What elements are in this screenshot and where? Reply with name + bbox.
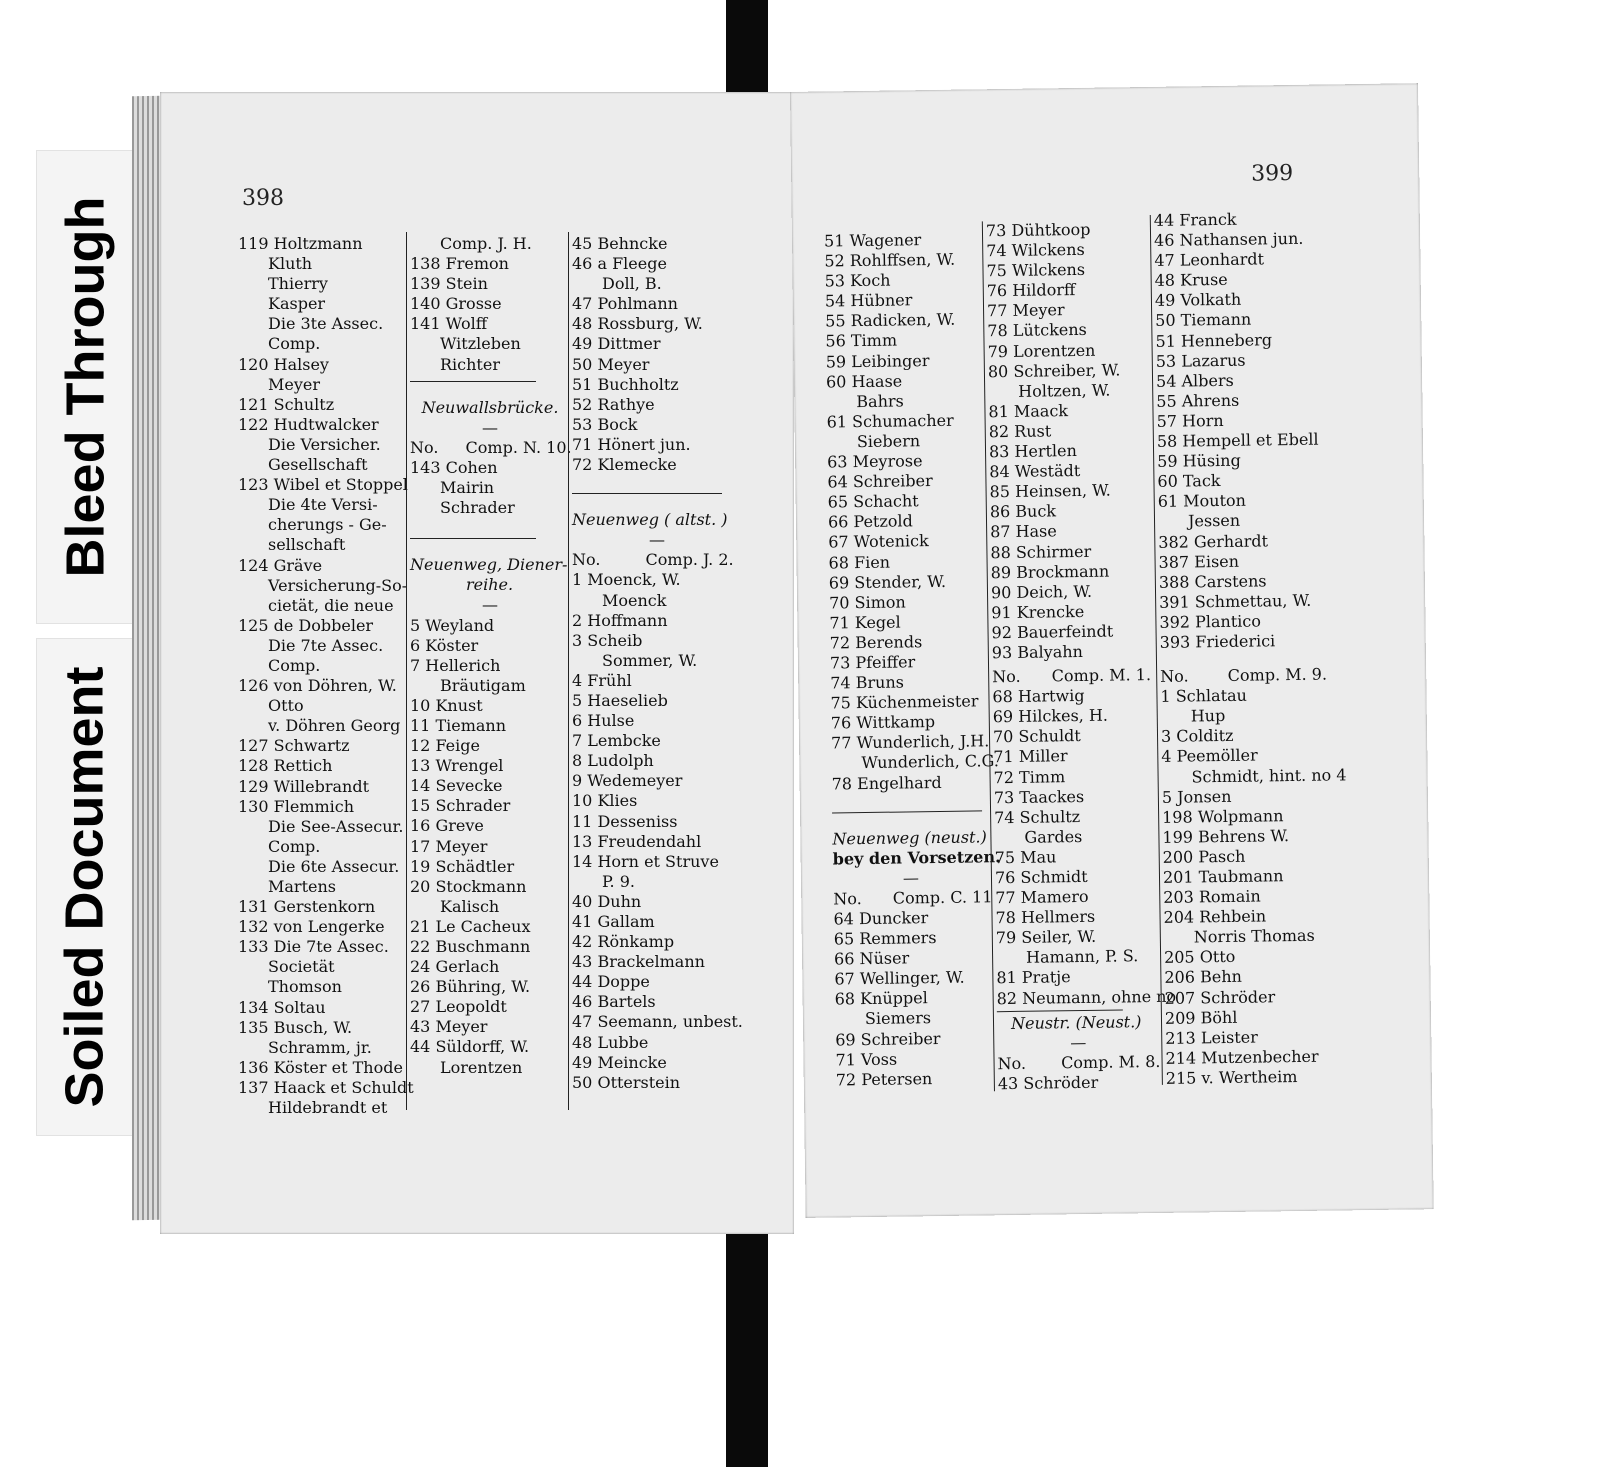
entry-row: Kalisch [440, 896, 500, 916]
entry-row: 143 Cohen [410, 457, 498, 477]
entry-row: Otto [268, 696, 304, 716]
entry-row: 139 Stein [410, 274, 488, 294]
entry-row: 14 Sevecke [410, 776, 503, 796]
entry-row: 47 Seemann, unbest. [572, 1012, 743, 1032]
entry-row: Hamann, P. S. [1025, 946, 1139, 968]
entry-row: 49 Dittmer [572, 334, 661, 354]
entry-row: Die See-Assecur. [268, 816, 404, 836]
entry-row: 140 Grosse [410, 294, 502, 314]
entry-row: 44 Süldorff, W. [410, 1037, 530, 1057]
entry-row: 73 Pfeiffer [829, 652, 916, 673]
entry-row: 55 Ahrens [1156, 390, 1240, 411]
bleed-through-text: Bleed Through [55, 196, 116, 578]
entry-row: P. 9. [602, 871, 635, 891]
entry-row: 43 Brackelmann [572, 952, 705, 972]
entry-row: 68 Knüppel [834, 988, 928, 1009]
entry-row: 387 Eisen [1158, 551, 1240, 572]
entry-row: 120 Halsey [238, 354, 329, 374]
entry-row: 40 Duhn [572, 891, 642, 911]
entry-row: 67 Wellinger, W. [834, 967, 965, 989]
entry-row: 84 Westädt [989, 461, 1081, 482]
entry-row: Versicherung-So- [268, 575, 408, 595]
entry-row: Gardes [1024, 826, 1083, 847]
entry-row: 49 Meincke [572, 1052, 667, 1072]
entry-row: Moenck [602, 590, 667, 610]
column-divider [568, 232, 569, 1110]
entry-row: 63 Meyrose [827, 451, 923, 472]
column-divider [406, 232, 407, 1110]
entry-row: 205 Otto [1163, 947, 1236, 968]
section-subheading: bey den Vorsetzen. [832, 846, 1001, 869]
entry-row: Bahrs [856, 391, 904, 411]
entry-row: 53 Bock [572, 414, 638, 434]
entry-row: Die 4te Versi- [268, 495, 378, 515]
entry-row: 76 Wittkamp [830, 712, 936, 733]
entry-row: 204 Rehbein [1163, 906, 1267, 928]
entry-row: v. Döhren Georg [268, 716, 401, 736]
entry-row: 68 Fien [828, 552, 891, 573]
entry-row: 133 Die 7te Assec. [238, 937, 389, 957]
entry-row: 388 Carstens [1158, 571, 1267, 592]
no-label: No. [572, 550, 601, 570]
entry-row: 24 Gerlach [410, 957, 500, 977]
entry-row: Comp. [268, 655, 321, 675]
entry-row: 9 Wedemeyer [572, 771, 683, 791]
entry-row: 68 Hartwig [992, 686, 1085, 707]
entry-row: Wunderlich, C.G. [861, 751, 999, 773]
entry-row: 66 Nüser [833, 948, 910, 969]
entry-row: 47 Leonhardt [1154, 249, 1265, 271]
entry-row: 76 Schmidt [994, 866, 1088, 888]
entry-row: Thomson [268, 977, 342, 997]
right-column-3 [1154, 208, 1346, 1088]
no-label: No. [833, 888, 862, 909]
entry-row: 12 Feige [410, 736, 480, 756]
entry-row: 121 Schultz [238, 394, 335, 414]
number-company-row [997, 1052, 1159, 1074]
entry-row: 11 Tiemann [410, 715, 507, 735]
entry-row: Die 7te Assec. [268, 635, 384, 655]
entry-row: 77 Meyer [986, 300, 1065, 321]
entry-row: 91 Krencke [991, 601, 1085, 623]
entry-row: 3 Colditz [1160, 726, 1234, 747]
entry-row: 72 Timm [993, 766, 1066, 787]
entry-row: 53 Koch [824, 270, 891, 291]
entry-row: 382 Gerhardt [1158, 530, 1269, 552]
entry-row: 72 Klemecke [572, 455, 677, 475]
no-label: No. [410, 437, 439, 457]
page-number: 399 [1251, 160, 1294, 187]
entry-row: 78 Lütckens [987, 320, 1087, 341]
entry-row: 59 Hüsing [1157, 450, 1241, 472]
entry-row: 127 Schwartz [238, 736, 350, 756]
entry-row: 5 Weyland [410, 615, 495, 635]
entry-row: 69 Hilckes, H. [992, 705, 1109, 727]
entry-row: 71 Hönert jun. [572, 434, 691, 454]
entry-row: sellschaft [268, 535, 346, 555]
company-label: Comp. C. 11 [892, 887, 993, 908]
entry-row: 61 Schumacher [826, 410, 954, 432]
entry-row: 5 Haeselieb [572, 690, 668, 710]
entry-row: 392 Plantico [1159, 611, 1262, 632]
entry-row: 82 Rust [988, 421, 1052, 442]
company-label: Comp. J. 2. [645, 550, 734, 570]
entry-row: 6 Köster [410, 635, 479, 655]
entry-row: 55 Radicken, W. [825, 310, 956, 331]
entry-row: Richter [440, 354, 500, 374]
left-column-3 [572, 234, 742, 1093]
entry-row: 87 Hase [990, 521, 1057, 542]
right-page [790, 83, 1434, 1218]
entry-row: 67 Wotenick [828, 531, 929, 552]
entry-row: 1 Moenck, W. [572, 570, 681, 590]
entry-row: 61 Mouton [1157, 490, 1247, 512]
page-edges [132, 96, 162, 1221]
company-label: Comp. M. 1. [1051, 665, 1152, 686]
entry-row: 19 Schädtler [410, 856, 515, 876]
entry-row: 71 Kegel [829, 612, 901, 633]
entry-row: 75 Küchenmeister [830, 691, 979, 713]
entry-row: 89 Brockmann [990, 561, 1110, 582]
entry-row: 74 Bruns [830, 672, 905, 693]
entry-row: 41 Gallam [572, 912, 655, 931]
entry-row: 44 Franck [1153, 209, 1237, 230]
entry-row: 90 Deich, W. [990, 581, 1093, 602]
section-heading: Neuwallsbrücke. [421, 397, 559, 417]
entry-row: 26 Bühring, W. [410, 977, 531, 997]
left-column-1 [238, 234, 414, 1118]
entry-row: 20 Stockmann [410, 876, 527, 896]
left-page [160, 92, 794, 1234]
entry-row: 65 Remmers [833, 928, 937, 949]
entry-row: 48 Rossburg, W. [572, 314, 703, 334]
entry-row: 77 Mamero [995, 887, 1089, 908]
entry-row: 46 a Fleege [572, 254, 667, 274]
entry-row: 49 Volkath [1154, 290, 1242, 311]
entry-row: 10 Klies [572, 791, 638, 811]
entry-row: 11 Desseniss [572, 811, 678, 831]
dash: — [482, 417, 498, 437]
entry-row: 70 Schuldt [992, 726, 1081, 747]
entry-row: 7 Hellerich [410, 655, 501, 675]
entry-row: 42 Rönkamp [572, 932, 675, 952]
number-company-row [833, 887, 993, 909]
entry-row: 128 Rettich [238, 756, 333, 776]
entry-row: 21 Le Cacheux [410, 916, 531, 936]
number-company-row [410, 438, 570, 458]
section-rule [572, 493, 722, 506]
entry-row: 14 Horn et Struve [572, 851, 719, 871]
entry-row: 17 Meyer [410, 836, 488, 856]
entry-row: 51 Henneberg [1155, 329, 1273, 351]
entry-row: 56 Timm [825, 330, 898, 351]
entry-row: 45 Behncke [572, 234, 668, 253]
entry-row: Doll, B. [602, 274, 662, 294]
entry-row: 71 Voss [835, 1049, 898, 1070]
entry-row: 79 Lorentzen [987, 340, 1096, 361]
entry-row: 60 Tack [1157, 471, 1221, 492]
entry-row: 51 Buchholtz [572, 374, 679, 394]
entry-row: 69 Stender, W. [828, 571, 947, 593]
entry-row: 8 Ludolph [572, 751, 654, 771]
entry-row: 123 Wibel et Stoppel [238, 475, 408, 495]
entry-row: 58 Hempell et Ebell [1156, 429, 1319, 451]
entry-row: 46 Nathansen jun. [1153, 228, 1304, 251]
entry-row: 27 Leopoldt [410, 997, 507, 1017]
entry-row: 43 Schröder [997, 1072, 1099, 1094]
entry-row: 59 Leibinger [825, 350, 930, 372]
entry-row: cietät, die neue [268, 595, 394, 615]
entry-row: 81 Maack [988, 400, 1069, 422]
entry-row: Hup [1190, 706, 1226, 726]
entry-row: 141 Wolff [410, 314, 488, 334]
entry-row: 119 Holtzmann [238, 234, 363, 253]
number-company-row [572, 550, 742, 570]
entry-row: 16 Greve [410, 816, 484, 836]
entry-row: 134 Soltau [238, 997, 326, 1017]
entry-row: 72 Berends [829, 632, 923, 653]
entry-row: 126 von Döhren, W. [238, 676, 397, 696]
entry-row: 69 Schreiber [835, 1028, 941, 1050]
entry-row: 209 Böhl [1164, 1007, 1238, 1028]
entry-row: 1 Schlatau [1160, 685, 1248, 707]
entry-row: Hildebrandt et [268, 1098, 388, 1118]
entry-row: 206 Behn [1164, 967, 1242, 988]
right-column-2 [985, 219, 1177, 1094]
entry-row: 85 Heinsen, W. [989, 480, 1111, 502]
entry-row: 214 Mutzenbecher [1165, 1046, 1319, 1068]
entry-row: Mairin [440, 478, 495, 498]
entry-row: 93 Balyahn [991, 641, 1084, 663]
soiled-document-text: Soiled Document [55, 666, 116, 1108]
entry-row: 22 Buschmann [410, 937, 531, 956]
section-heading-cont: reihe. [466, 575, 514, 595]
entry-row: 75 Wilckens [986, 260, 1086, 281]
entry-row: Comp. [268, 836, 321, 856]
entry-row: 70 Simon [829, 592, 906, 613]
entry-row: 73 Dühtkoop [985, 219, 1091, 241]
number-company-row [1160, 664, 1340, 687]
entry-row: 50 Otterstein [572, 1072, 681, 1092]
entry-row: 50 Tiemann [1155, 310, 1252, 331]
entry-row: Siebern [856, 431, 921, 452]
entry-row: 130 Flemmich [238, 796, 355, 816]
entry-row: 207 Schröder [1164, 986, 1276, 1008]
right-column-1 [823, 229, 1001, 1090]
entry-row: Lorentzen [440, 1057, 523, 1077]
entry-row: Die Versicher. [268, 434, 381, 454]
number-company-row [992, 665, 1154, 687]
entry-row: 15 Schrader [410, 796, 511, 816]
entry-row: 391 Schmettau, W. [1159, 590, 1312, 612]
entry-row: Schramm, jr. [268, 1037, 372, 1057]
entry-row: Martens [268, 877, 336, 896]
entry-row: 48 Lubbe [572, 1032, 649, 1052]
entry-row: 129 Willebrandt [238, 776, 370, 796]
entry-row: 51 Wagener [823, 230, 922, 251]
entry-row: 72 Petersen [835, 1068, 933, 1090]
entry-row: 80 Schreiber, W. [987, 360, 1121, 381]
entry-row: 54 Albers [1155, 370, 1234, 391]
entry-row: Siemers [864, 1008, 932, 1029]
entry-row: 52 Rathye [572, 394, 655, 414]
entry-row: Witzleben [440, 334, 521, 354]
dash: — [649, 530, 665, 550]
bleed-through-label [36, 150, 134, 624]
entry-row: 124 Gräve [238, 555, 323, 575]
entry-row: 78 Hellmers [995, 907, 1096, 928]
entry-row: Holtzen, W. [1018, 380, 1111, 401]
entry-row: 215 v. Wertheim [1165, 1066, 1298, 1088]
entry-row: 199 Behrens W. [1162, 825, 1290, 847]
entry-row: 74 Wilckens [986, 239, 1085, 261]
entry-row: 74 Schultz [994, 806, 1081, 827]
entry-row: Kluth [268, 254, 313, 274]
entry-row: 53 Lazarus [1155, 350, 1246, 371]
left-column-2 [410, 234, 570, 1078]
dash: — [482, 595, 498, 615]
entry-row: 66 Petzold [827, 511, 913, 532]
entry-row: 136 Köster et Thode [238, 1057, 403, 1077]
entry-row: 198 Wolpmann [1162, 805, 1284, 827]
company-label: Comp. N. 10. [465, 437, 572, 457]
entry-row: Jessen [1187, 511, 1241, 531]
page-number: 398 [242, 186, 284, 211]
entry-row: 65 Schacht [827, 491, 919, 512]
entry-row: 44 Doppe [572, 972, 650, 992]
entry-row: 2 Hoffmann [572, 610, 668, 630]
entry-row: Societät [268, 957, 335, 977]
entry-row: 10 Knust [410, 695, 483, 715]
entry-row: Comp. [268, 334, 321, 354]
entry-row: 4 Frühl [572, 670, 632, 690]
entry-row: Schmidt, hint. no 4 [1191, 764, 1347, 786]
entry-row: 122 Hudtwalcker [238, 414, 379, 434]
entry-row: Die 6te Assecur. [268, 856, 400, 876]
entry-row: 77 Wunderlich, J.H. [830, 731, 990, 753]
entry-row: Bräutigam [440, 675, 526, 695]
no-label: No. [1160, 666, 1189, 686]
entry-row: Kasper [268, 294, 326, 314]
entry-row: 13 Freudendahl [572, 831, 702, 851]
entry-row: 132 von Lengerke [238, 917, 385, 937]
no-label: No. [992, 666, 1021, 687]
entry-row: 3 Scheib [572, 630, 643, 650]
entry-row: 137 Haack et Schuldt [238, 1077, 414, 1097]
entry-row: 46 Bartels [572, 992, 656, 1012]
entry-row: 43 Meyer [410, 1017, 488, 1037]
section-rule [410, 381, 536, 394]
entry-row: Die 3te Assec. [268, 314, 384, 334]
section-heading: Neuenweg ( altst. ) [572, 510, 728, 530]
company-label: Comp. M. 9. [1227, 664, 1328, 686]
company-label: Comp. M. 8. [1060, 1051, 1161, 1073]
entry-row: 213 Leister [1165, 1027, 1258, 1048]
entry-row: Gesellschaft [268, 455, 368, 475]
entry-row: 393 Friederici [1159, 631, 1276, 652]
section-rule [410, 538, 536, 551]
entry-row: 81 Pratje [996, 967, 1071, 988]
entry-row: 71 Miller [993, 746, 1068, 767]
entry-row: 5 Jonsen [1161, 786, 1232, 807]
entry-row: 79 Seiler, W. [995, 927, 1097, 948]
entry-row: 48 Kruse [1154, 270, 1228, 291]
entry-row: 54 Hübner [824, 290, 913, 311]
entry-row: 88 Schirmer [990, 541, 1092, 562]
section-heading: Neuenweg (neust.) [832, 826, 987, 849]
entry-row: 75 Mau [994, 847, 1057, 868]
section-heading: Neuenweg, Diener- [410, 555, 568, 575]
entry-row: 13 Wrengel [410, 756, 504, 776]
entry-row: 82 Neumann, ohne no [996, 986, 1177, 1008]
entry-row: 60 Haase [825, 371, 903, 392]
entry-row: 7 Lembcke [572, 731, 661, 751]
entry-row: 64 Schreiber [827, 471, 933, 492]
entry-row: cherungs - Ge- [268, 515, 387, 535]
entry-row: 83 Hertlen [988, 441, 1078, 462]
entry-row: 131 Gerstenkorn [238, 897, 376, 917]
entry-row: 135 Busch, W. [238, 1017, 353, 1037]
entry-row: 92 Bauerfeindt [991, 621, 1114, 643]
entry-row: Comp. J. H. [440, 234, 532, 253]
entry-row: 4 Peemöller [1161, 745, 1258, 767]
entry-row: 138 Fremon [410, 254, 509, 274]
entry-row: 57 Horn [1156, 410, 1224, 431]
entry-row: Sommer, W. [602, 650, 698, 670]
entry-row: Norris Thomas [1193, 926, 1315, 947]
entry-row: 125 de Dobbeler [238, 615, 374, 635]
section-rule [832, 810, 982, 825]
entry-row: 86 Buck [989, 501, 1057, 522]
entry-row: 64 Duncker [833, 908, 929, 929]
entry-row: Schrader [440, 498, 515, 518]
entry-row: 50 Meyer [572, 354, 650, 374]
entry-row: 52 Rohlffsen, W. [824, 249, 956, 271]
entry-row: 6 Hulse [572, 711, 635, 731]
entry-row: 76 Hildorff [986, 280, 1076, 301]
entry-row: 201 Taubmann [1162, 866, 1284, 887]
entry-row: 203 Romain [1163, 886, 1261, 907]
entry-row: 200 Pasch [1162, 846, 1246, 867]
entry-row: 78 Engelhard [831, 772, 942, 794]
entry-row: Meyer [268, 374, 321, 394]
dash: — [902, 868, 920, 888]
dash: — [1070, 1032, 1087, 1052]
entry-row: Thierry [268, 274, 328, 294]
soiled-document-label [36, 638, 134, 1136]
no-label: No. [997, 1053, 1027, 1074]
entry-row: 73 Taackes [993, 786, 1085, 807]
section-heading: Neustr. (Neust.) [1010, 1011, 1142, 1033]
entry-row: 47 Pohlmann [572, 294, 678, 314]
